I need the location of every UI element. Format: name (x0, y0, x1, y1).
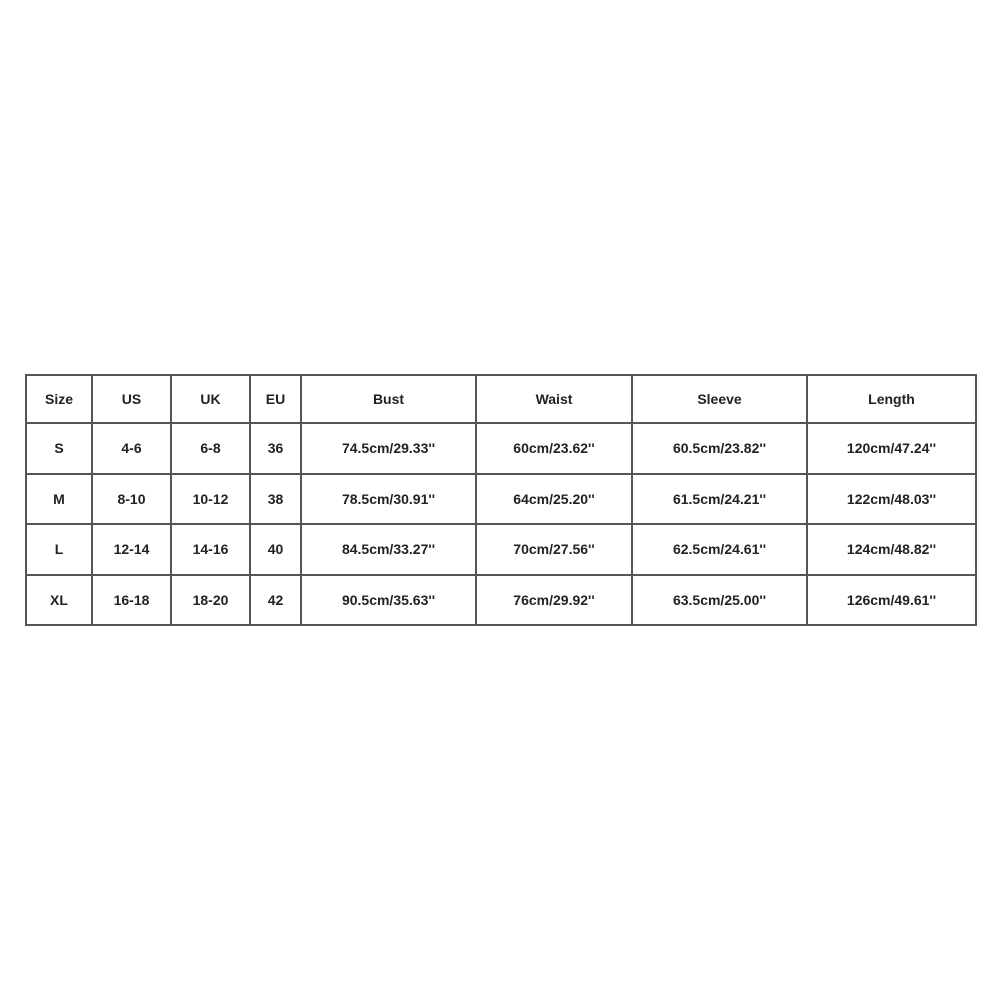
size-chart-table (25, 374, 977, 626)
cell-uk: 14-16 (171, 524, 250, 575)
header-size: Size (26, 375, 92, 423)
cell-eu: 40 (250, 524, 301, 575)
header-length: Length (807, 375, 976, 423)
cell-bust: 78.5cm/30.91'' (301, 474, 476, 525)
cell-waist: 60cm/23.62'' (476, 423, 632, 474)
cell-bust: 74.5cm/29.33'' (301, 423, 476, 474)
cell-waist: 76cm/29.92'' (476, 575, 632, 626)
cell-us: 4-6 (92, 423, 171, 474)
header-bust: Bust (301, 375, 476, 423)
cell-size: S (26, 423, 92, 474)
cell-sleeve: 62.5cm/24.61'' (632, 524, 807, 575)
cell-eu: 42 (250, 575, 301, 626)
cell-eu: 36 (250, 423, 301, 474)
cell-sleeve: 63.5cm/25.00'' (632, 575, 807, 626)
cell-eu: 38 (250, 474, 301, 525)
cell-sleeve: 61.5cm/24.21'' (632, 474, 807, 525)
table-row (26, 423, 976, 474)
cell-waist: 64cm/25.20'' (476, 474, 632, 525)
cell-length: 126cm/49.61'' (807, 575, 976, 626)
cell-sleeve: 60.5cm/23.82'' (632, 423, 807, 474)
table-row (26, 474, 976, 525)
cell-us: 8-10 (92, 474, 171, 525)
cell-us: 12-14 (92, 524, 171, 575)
cell-waist: 70cm/27.56'' (476, 524, 632, 575)
table-row (26, 575, 976, 626)
cell-bust: 90.5cm/35.63'' (301, 575, 476, 626)
header-sleeve: Sleeve (632, 375, 807, 423)
cell-size: L (26, 524, 92, 575)
cell-length: 120cm/47.24'' (807, 423, 976, 474)
cell-size: XL (26, 575, 92, 626)
cell-size: M (26, 474, 92, 525)
cell-us: 16-18 (92, 575, 171, 626)
table-row (26, 524, 976, 575)
header-waist: Waist (476, 375, 632, 423)
cell-bust: 84.5cm/33.27'' (301, 524, 476, 575)
cell-uk: 6-8 (171, 423, 250, 474)
header-row (26, 375, 976, 423)
header-us: US (92, 375, 171, 423)
cell-length: 124cm/48.82'' (807, 524, 976, 575)
header-uk: UK (171, 375, 250, 423)
cell-uk: 18-20 (171, 575, 250, 626)
cell-uk: 10-12 (171, 474, 250, 525)
header-eu: EU (250, 375, 301, 423)
cell-length: 122cm/48.03'' (807, 474, 976, 525)
